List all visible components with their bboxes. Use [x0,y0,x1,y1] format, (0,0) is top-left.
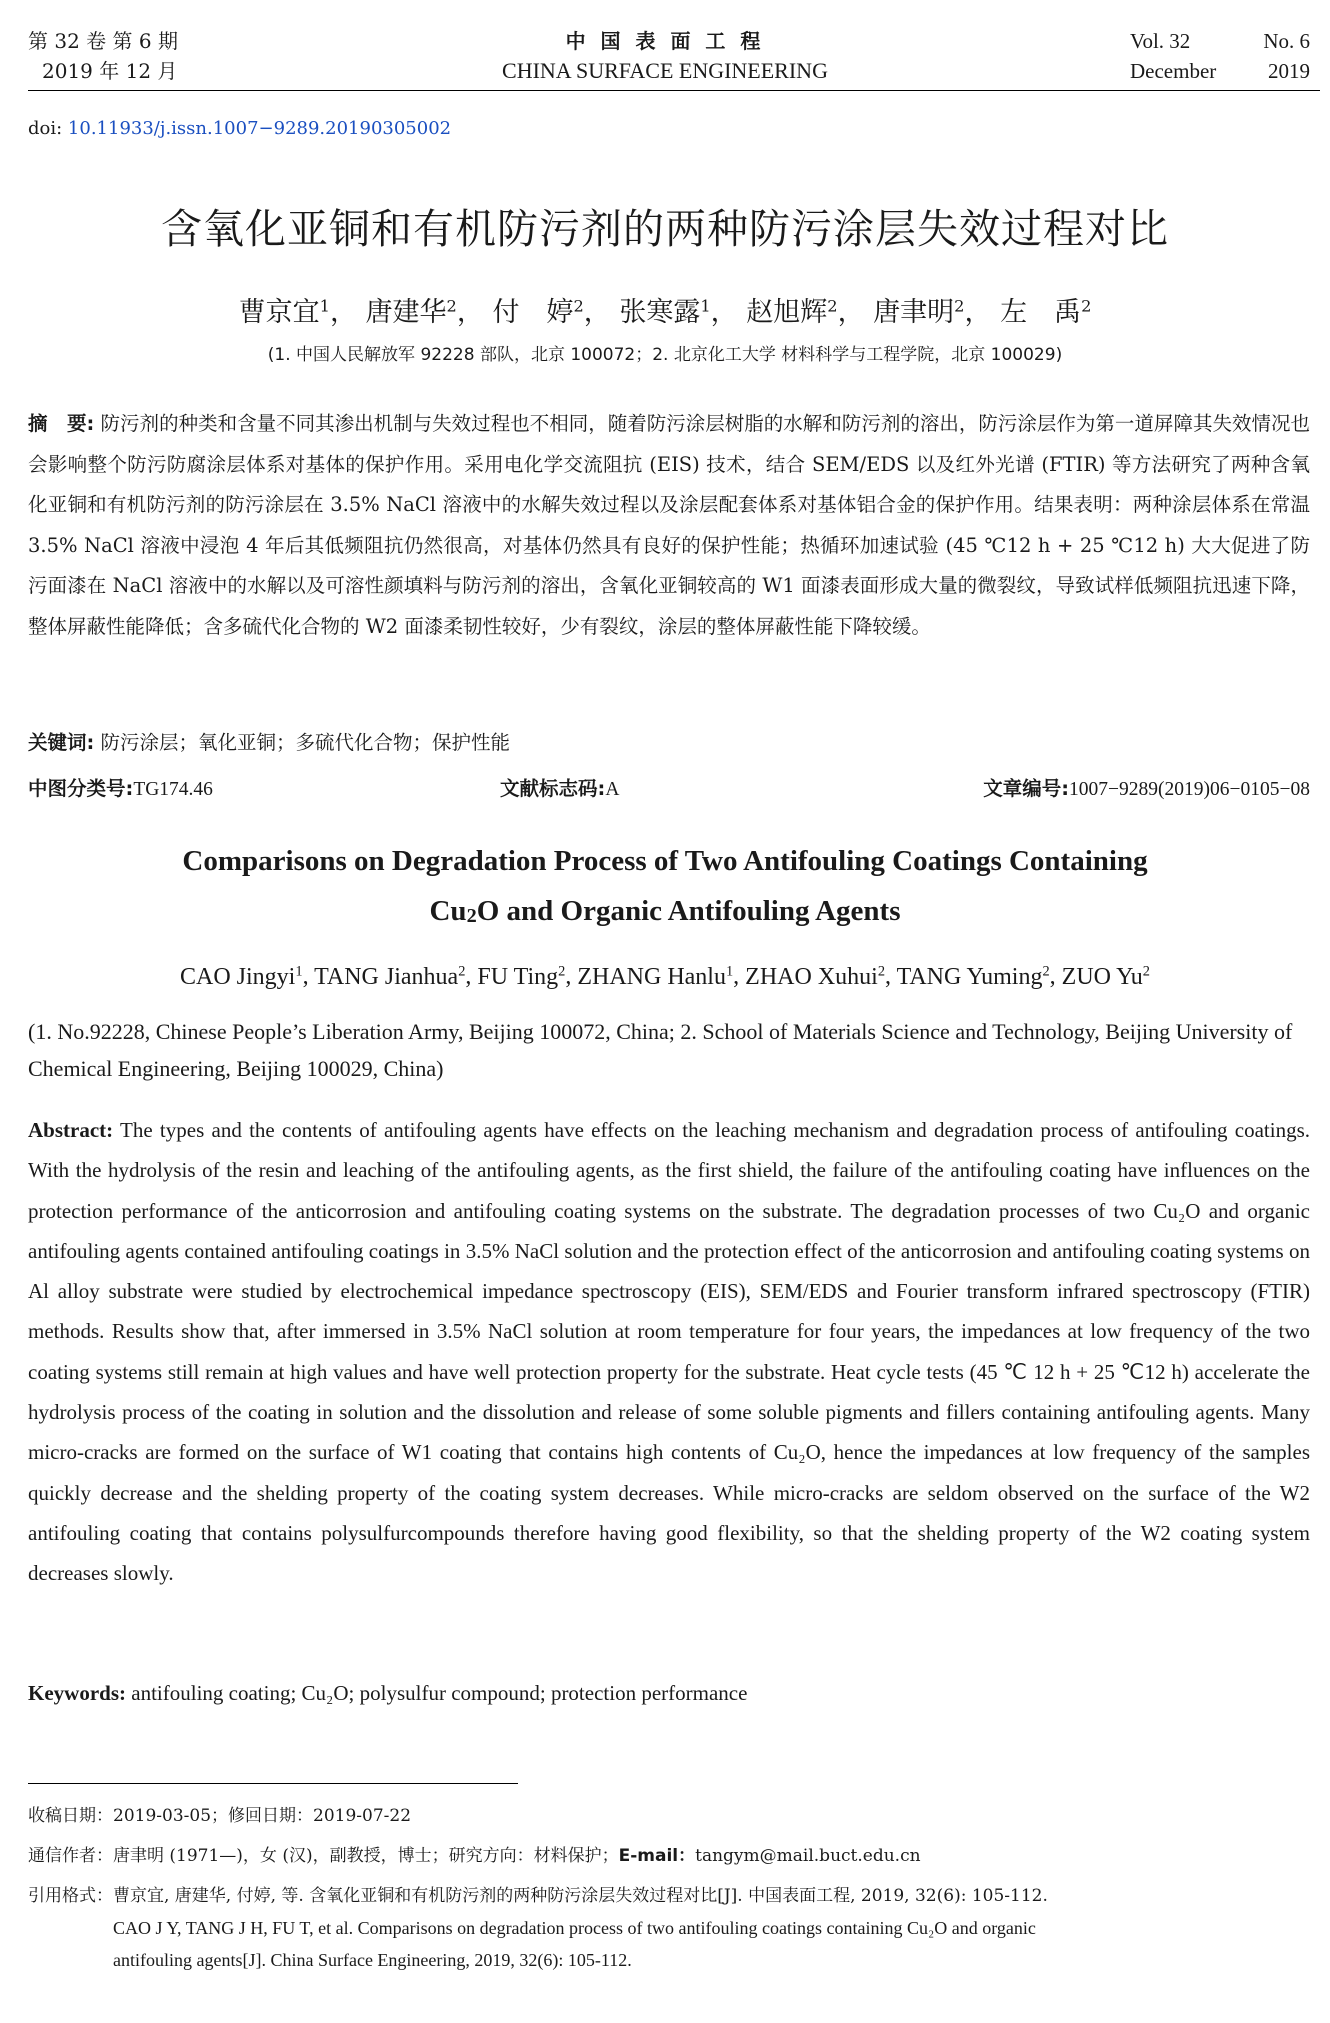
author-cn: 张寒露$^1$ [619,296,711,328]
author-en: TANG Jianhua$^2$ [314,963,466,990]
abstract-en [28,1110,1310,1594]
affiliation-en: (1. No.92228, Chinese People’s Liberation Army, Beijing 100072, China; 2. School of Materials Science and Technology, Beijing University of Chemical Engineering, Beijing 100029, China) [28,1019,1293,1081]
doi-label: doi: [28,118,63,139]
abstract-en-text: The types and the contents of antifouling agents have effects on the leaching mechanism and degradation process of antifouling coatings. With the hydrolysis of the resin and leaching of the antifouling agents, as the first shield, the failure of the antifouling coating have influences on the protection performance of the anticorrosion and antifouling coating systems on the substrate. The degradation processes of two Cu₂O and organic antifouling agents contained antifouling coatings in 3.5% NaCl solution and the protection effect of the anticorrosion and antifouling coating systems on Al alloy substrate were studied by electrochemical impedance spectroscopy (EIS), SEM/EDS and Fourier transform infrared spectroscopy (FTIR) methods. Results show that, after immersed in 3.5% NaCl solution at room temperature for four years, the impedances at low frequency of the two coating systems still remain at high values and have well protection property for the substrate. Heat cycle tests (45 ℃ 12 h + 25 ℃12 h) accelerate the hydrolysis process of the coating in solution and the dissolution and release of some soluble pigments and fillers containing antifouling agents. Many micro-cracks are formed on the surface of W1 coating that contains high contents of Cu₂O, hence the impedances at low frequency of the samples quickly decrease and the shelding property of the coating system decreases. While micro-cracks are seldom observed on the surface of the W2 antifouling coating that contains polysulfurcompounds therefore having good flexibility, so that the shelding property of the W2 coating system decreases slowly. [28,1118,1310,1586]
keywords-en-label: Keywords: [28,1681,126,1705]
author-cn: 左 禹$^2$ [1000,296,1092,328]
author-cn: 曹京宜$^1$ [238,296,330,328]
affiliation-cn: (1. 中国人民解放军 92228 部队，北京 100072；2. 北京化工大学 材料科学与工程学院，北京 100029) [267,345,1063,365]
footnote-dates: 收稿日期：2019-03-05；修回日期：2019-07-22 [28,1806,412,1826]
header-volume-cn: 第 32 卷 第 6 期 [28,29,178,53]
author-en: ZUO Yu$^2$ [1061,963,1150,990]
doi-line [28,118,451,139]
header-date-cn: 2019 年 12 月 [42,59,178,83]
header-no-en: No. 6 [1263,29,1310,53]
article-number: 文章编号:1007−9289(2019)06−0105−08 [983,777,1310,800]
journal-name-cn: 中 国 表 面 工 程 [565,29,765,53]
footnote-divider [28,1783,518,1784]
author-en: CAO Jingyi$^1$ [180,963,303,990]
author-list-en: CAO Jingyi$^1$, TANG Jianhua$^2$, FU Ting$^2$, ZHANG Hanlu$^1$, ZHAO Xuhui$^2$, TANG Yuming$^2$, ZUO Yu$^2$ [180,963,1150,990]
doi-link[interactable]: 10.11933/j.issn.1007−9289.20190305002 [67,118,452,139]
author-cn: 唐建华$^2$ [365,296,457,328]
clc-number: 中图分类号:TG174.46 [28,777,213,800]
author-cn: 唐聿明$^2$ [873,296,965,328]
author-en: ZHAO Xuhui$^2$ [745,963,886,990]
paper-title-cn: 含氧化亚铜和有机防污剂的两种防污涂层失效过程对比 [161,205,1169,253]
author-cn: 付 婷$^2$ [492,296,584,328]
header-vol-en: Vol. 32 [1130,29,1191,53]
email-link[interactable]: tangym@mail.buct.edu.cn [695,1846,921,1866]
keywords-cn-text: 防污涂层；氧化亚铜；多硫代化合物；保护性能 [100,731,511,754]
abstract-en-label: Abstract: [28,1118,114,1142]
footnote-corresponding: 通信作者：唐聿明 (1971—)，女 (汉)，副教授，博士；研究方向：材料保护；E-mail：tangym@mail.buct.edu.cn [28,1846,921,1866]
keywords-cn-label: 关键词: [28,731,95,754]
header-month-en: December [1130,59,1217,83]
keywords-en [28,1676,747,1710]
document-code: 文献标志码:A [500,777,620,800]
header-divider [28,90,1320,91]
abstract-cn [28,404,1310,647]
author-list-cn: 曹京宜$^1$， 唐建华$^2$， 付 婷$^2$， 张寒露$^1$， 赵旭辉$^2$， 唐聿明$^2$， 左 禹$^2$ [238,296,1092,328]
keywords-en-text: antifouling coating; Cu₂O; polysulfur compound; protection performance [126,1681,748,1705]
keywords-cn [28,726,510,760]
header-year-en: 2019 [1268,59,1310,83]
header-right [1130,26,1310,86]
abstract-cn-label: 摘 要: [28,412,95,435]
author-en: ZHANG Hanlu$^1$ [577,963,734,990]
abstract-cn-text: 防污剂的种类和含量不同其渗出机制与失效过程也不相同，随着防污涂层树脂的水解和防污剂的溶出，防污涂层作为第一道屏障其失效情况也会影响整个防污防腐涂层体系对基体的保护作用。采用电化学交流阻抗 (EIS) 技术，结合 SEM/EDS 以及红外光谱 (FTIR) 等方法研究了两种含氧化亚铜和有机防污剂的防污涂层在 3.5% NaCl 溶液中的水解失效过程以及涂层配套体系对基体铝合金的保护作用。结果表明：两种涂层体系在常温 3.5% NaCl 溶液中浸泡 4 年后其低频阻抗仍然很高，对基体仍然具有良好的保护性能；热循环加速试验 (45 ℃12 h + 25 ℃12 h) 大大促进了防污面漆在 NaCl 溶液中的水解以及可溶性颜填料与防污剂的溶出，含氧化亚铜较高的 W1 面漆表面形成大量的微裂纹，导致试样低频阻抗迅速下降，整体屏蔽性能降低；含多硫代化合物的 W2 面漆柔韧性较好，少有裂纹，涂层的整体屏蔽性能下降较缓。 [28,412,1310,638]
journal-name-en: CHINA SURFACE ENGINEERING [502,58,828,83]
author-en: FU Ting$^2$ [477,963,566,990]
author-cn: 赵旭辉$^2$ [746,296,838,328]
paper-title-en: Comparisons on Degradation Process of Two Antifouling Coatings Containing Cu2O and Organic Antifouling Agents [182,845,1148,928]
author-en: TANG Yuming$^2$ [896,963,1050,990]
footnote-citation: 引用格式：曹京宜, 唐建华, 付婷, 等. 含氧化亚铜和有机防污剂的两种防污涂层失效过程对比[J]. 中国表面工程, 2019, 32(6): 105-112. CAO J Y, TANG J H, FU T, et al. Comparisons on degradation process of two antifouling coatings containing Cu₂O and organic antifouling agents[J]. China Surface Engineering, 2019, 32(6): 105-112. [28,1886,1048,1970]
